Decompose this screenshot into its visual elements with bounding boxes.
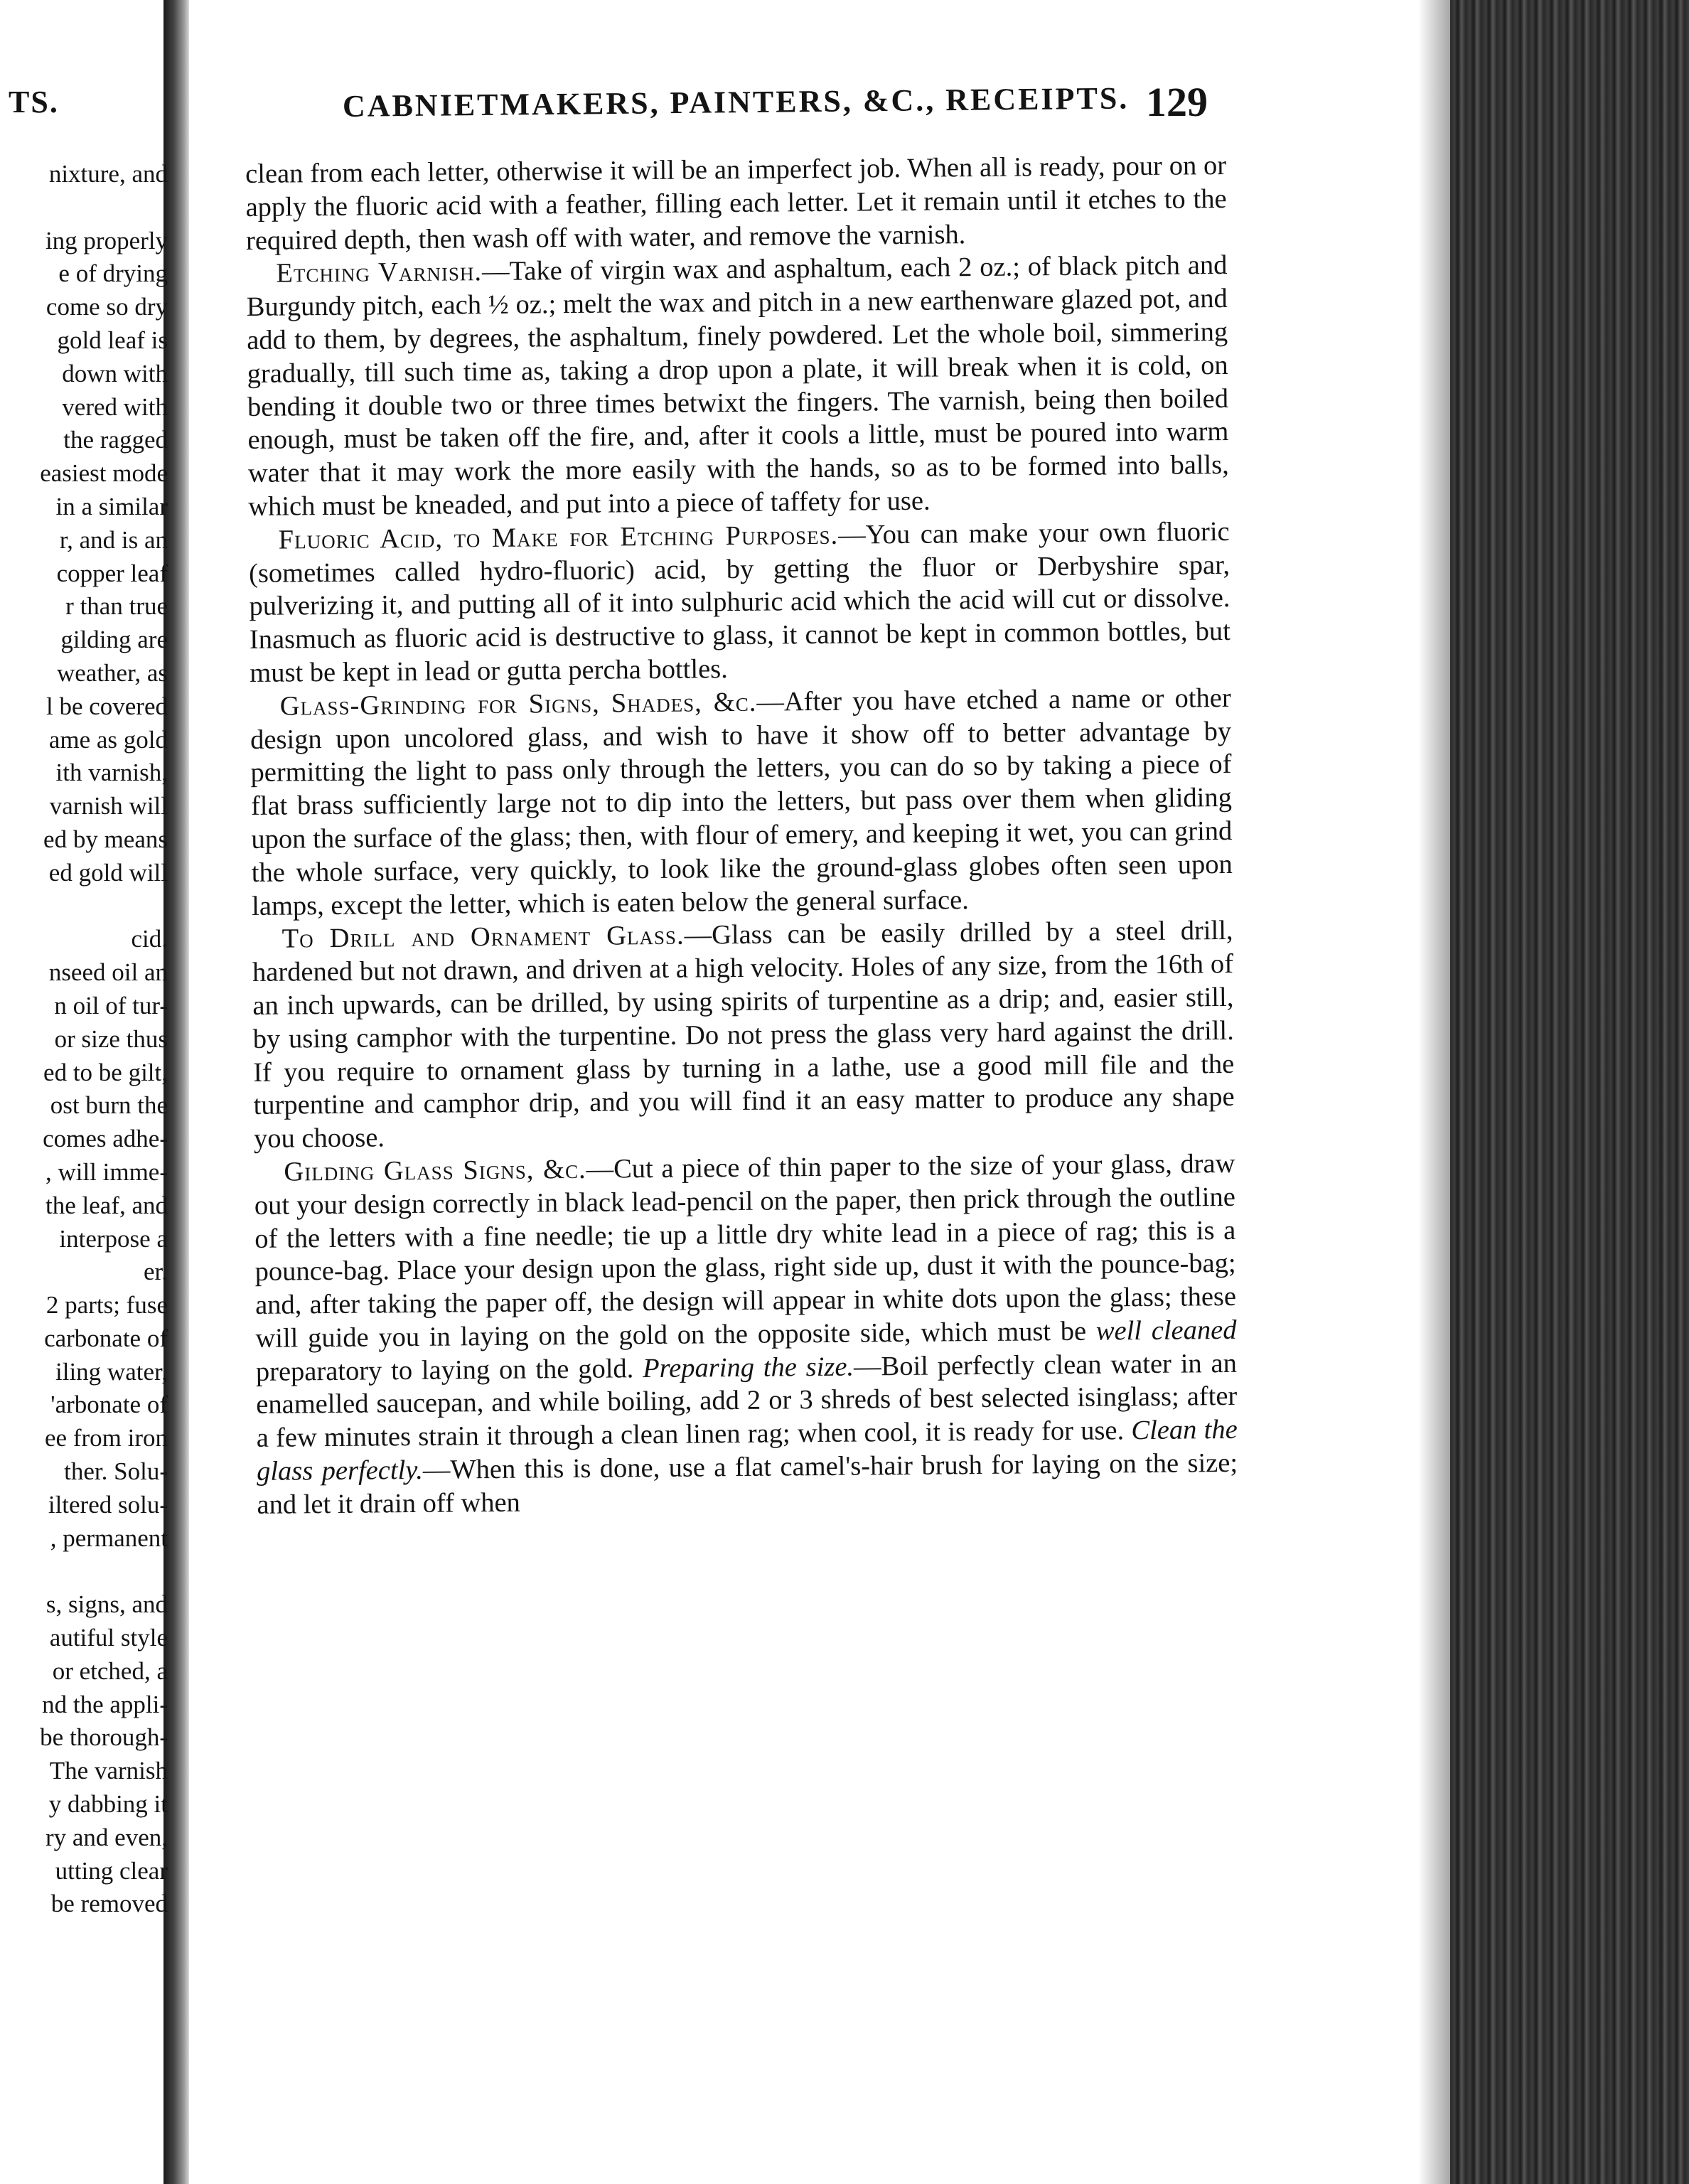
- fragment-line: ed to be gilt,: [43, 1058, 168, 1086]
- fragment-line: the leaf, and: [45, 1191, 168, 1219]
- fragment-line: [0, 890, 168, 924]
- fragment-line: ry and even,: [45, 1823, 168, 1851]
- fragment-line: n oil of tur-: [54, 991, 168, 1019]
- fragment-line: 'arbonate of: [50, 1391, 168, 1419]
- fragment-line: vered with: [62, 392, 168, 421]
- fragment-line: iltered solu-: [48, 1490, 168, 1519]
- paragraph-body: —Cut a piece of thin paper to the size of your glass, draw out your design correctly in black lead-pencil on the paper, then prick through the outline of the letters with a fine needle; tie up a little dry white lead in a piece of rag; this is a pounce-bag. Place your design upon the glass, right side up, dust it with the pounce-bag; and, after taking the paper off, the design will appear in white dots upon the glass; these will guide you in laying on the gold on the opposite side, which must be: [254, 1148, 1237, 1354]
- fragment-line: l be covered: [45, 692, 168, 720]
- fragment-line: easiest mode: [40, 459, 168, 488]
- fragment-line: er.: [143, 1258, 168, 1286]
- paragraph-body: preparatory to laying on the gold.: [255, 1353, 634, 1387]
- fragment-line: be thorough-: [40, 1723, 168, 1752]
- paragraph-drill-glass: [252, 914, 1235, 1156]
- paragraph-body: clean from each letter, otherwise it will be an imperfect job. When all is ready, pour on or apply the fluoric acid with a feather, filling each letter. Let it remain until it etches to the required depth, then wash off with water, and remove the varnish.: [245, 150, 1227, 256]
- paragraph-body: —After you have etched a name or other design upon uncolored glass, and wish to have it show off to better advantage by permitting the light to pass only through the letters, you can do so by taking a piece of flat brass sufficiently large not to dip into the letters, but pass over them when gliding upon the surface of the glass; then, with flour of emery, and keeping it wet, you can grind the whole surface, very quickly, to look like the ground-glass globes often seen upon lamps, except the letter, which is eaten below the general surface.: [250, 682, 1233, 921]
- fragment-line: [0, 191, 168, 225]
- previous-page-lines: [0, 158, 168, 1921]
- fragment-line: nd the appli-: [42, 1690, 168, 1718]
- fragment-line: ame as gold: [48, 725, 168, 754]
- fragment-line: , will imme-: [45, 1157, 168, 1186]
- fragment-line: r than true: [65, 592, 168, 621]
- fragment-line: ee from iron: [45, 1424, 168, 1452]
- fragment-line: r, and is an: [59, 525, 168, 554]
- paragraph-etching-varnish: [246, 249, 1229, 523]
- fragment-line: ing properly: [45, 226, 168, 255]
- page-body: [245, 149, 1238, 1522]
- running-head: CABNIETMAKERS, PAINTERS, &C., RECEIPTS.: [342, 80, 1130, 124]
- italic-subheading: Preparing the size.: [642, 1351, 854, 1383]
- fragment-line: in a similar: [55, 492, 168, 520]
- fragment-line: comes adhe-: [43, 1125, 168, 1153]
- paragraph-body: —When this is done, use a flat camel's-hair brush for laying on the size; and let it drain off when: [257, 1447, 1238, 1520]
- fragment-line: ther. Solu-: [64, 1457, 168, 1486]
- fragment-line: weather, as: [56, 658, 168, 687]
- fragment-line: the ragged: [63, 426, 168, 454]
- fragment-line: 2 parts; fuse: [45, 1291, 168, 1320]
- fragment-line: gold leaf is: [57, 326, 168, 354]
- fragment-line: e of drying: [58, 259, 168, 288]
- page-edge-shadow: [1418, 0, 1450, 2184]
- fragment-line: nseed oil an: [48, 958, 168, 987]
- paragraph-body: —Glass can be easily drilled by a steel drill, hardened but not drawn, and driven at a high velocity. Holes of any size, from the 16th of an inch upwards, can be drilled, by using spirits of turpentine as a drip; and, easier still, by using camphor with the turpentine. Do not press the glass very hard against the drill. If you require to ornament glass by turning in a lathe, use a good mill file and the turpentine and camphor drip, and you will find it an easy matter to produce any shape you choose.: [252, 916, 1235, 1155]
- page-number: 129: [1146, 79, 1208, 125]
- fragment-line: ed gold will: [48, 858, 168, 887]
- fragment-line: , permanent: [50, 1524, 168, 1552]
- fragment-line: interpose a: [59, 1224, 168, 1253]
- fragment-line: ed by means: [43, 825, 168, 853]
- paragraph-body: —You can make your own fluoric (sometimes called hydro-fluoric) acid, by getting the fluor or Derbyshire spar, pulverizing it, and putting all of it into sulphuric acid which the acid will cut or dissolve. Inasmuch as fluoric acid is destructive to glass, it cannot be kept in common bottles, but must be kept in lead or gutta percha bottles.: [248, 516, 1231, 688]
- fragment-line: down with: [62, 359, 168, 387]
- previous-page-header: TS.: [9, 85, 59, 119]
- fragment-line: autiful style: [49, 1624, 168, 1652]
- fragment-line: nixture, and: [48, 160, 168, 188]
- section-heading: Glass-Grinding for Signs, Shades, &c.: [279, 687, 757, 722]
- section-heading: To Drill and Ornament Glass.: [282, 920, 685, 954]
- fragment-line: ith varnish,: [55, 759, 168, 787]
- fragment-line: The varnish: [49, 1757, 168, 1785]
- book-page-edges: [1450, 0, 1689, 2184]
- fragment-line: y dabbing it: [48, 1790, 168, 1819]
- section-heading: Fluoric Acid, to Make for Etching Purposes.: [278, 520, 839, 555]
- fragment-line: be removed: [50, 1890, 168, 1918]
- paragraph-gilding-glass-signs: [254, 1147, 1238, 1522]
- paragraph-continuation: [245, 149, 1227, 257]
- section-heading: Gilding Glass Signs, &c.: [284, 1154, 586, 1187]
- fragment-line: varnish will: [49, 792, 168, 820]
- fragment-line: come so dry: [45, 293, 168, 321]
- fragment-line: iling water,: [55, 1357, 168, 1386]
- fragment-line: or etched, a: [52, 1656, 168, 1685]
- italic-phrase: well cleaned: [1095, 1315, 1237, 1347]
- fragment-line: ost burn the: [50, 1091, 168, 1120]
- paragraph-body: —Boil perfectly clean water in an enamelled saucepan, and while boiling, add 2 or 3 shreds of best selected isinglass; after a few minutes strain it through a clean linen rag; when cool, it is ready for use.: [256, 1348, 1238, 1454]
- previous-page-fragment: [0, 0, 168, 2184]
- fragment-line: carbonate of: [44, 1324, 168, 1352]
- paragraph-fluoric-acid: [248, 515, 1230, 690]
- fragment-line: gilding are: [60, 626, 168, 654]
- fragment-line: copper leaf: [56, 559, 168, 587]
- paragraph-body: —Take of virgin wax and asphaltum, each 2 oz.; of black pitch and Burgundy pitch, each ½ oz.; melt the wax and pitch in a new earthenware glazed pot, and add to them, by degrees, the asphaltum, finely powdered. Let the whole boil, simmering gradually, till such time as, taking a drop upon a plate, it will break when it is cold, on bending it double two or three times betwixt the fingers. The varnish, being then boiled enough, must be taken off the fire, and, after it cools a little, must be poured into warm water that it may work the more easily with the hands, so as to be formed into balls, which must be kneaded, and put into a piece of taffety for use.: [246, 250, 1230, 522]
- fragment-line: [0, 1555, 168, 1588]
- paragraph-glass-grinding: [250, 682, 1233, 924]
- fragment-line: cid.: [131, 925, 168, 953]
- fragment-line: utting clear: [55, 1856, 168, 1885]
- italic-subheading: Clean the glass perfectly.: [256, 1415, 1238, 1487]
- section-heading: Etching Varnish.: [276, 257, 483, 289]
- fragment-line: or size thus: [54, 1024, 168, 1053]
- fragment-line: s, signs, and: [45, 1590, 168, 1619]
